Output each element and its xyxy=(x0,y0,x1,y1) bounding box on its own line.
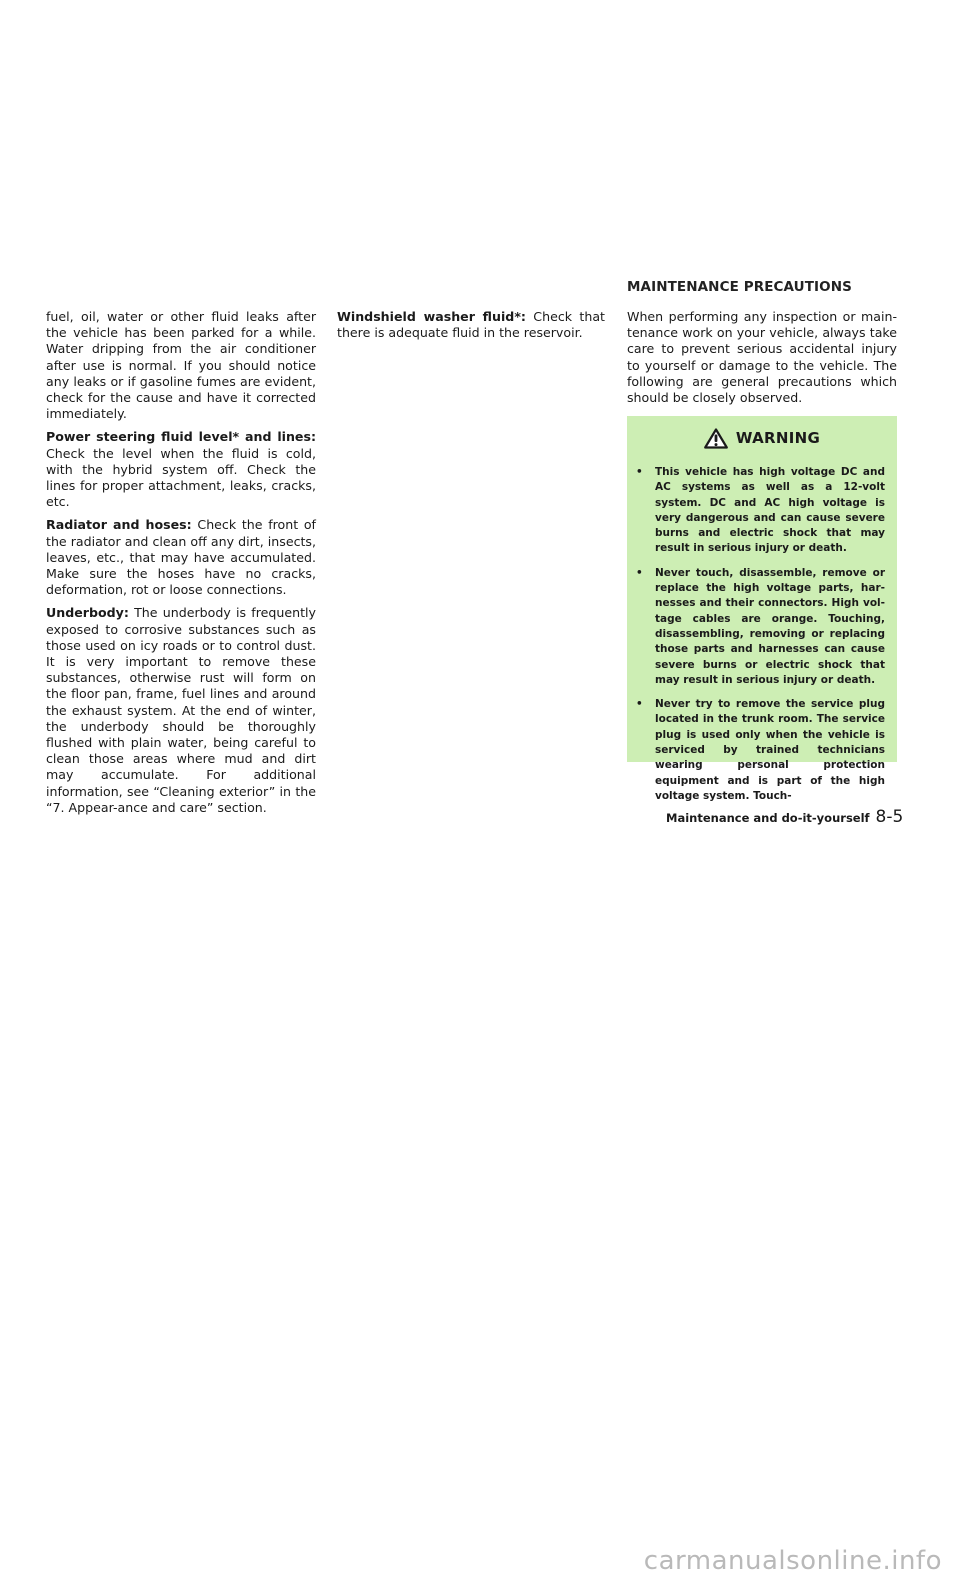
warning-item: • Never touch, disassemble, remove or replace the high voltage parts, har-nesses and their connectors. High vol-tage cables are orange. Touching, disassembling, removing or replacing those parts and harnesses can cause severe burns or electric shock that may result in serious injury or death. xyxy=(636,566,885,686)
warning-triangle-icon xyxy=(704,428,728,449)
text-column-left xyxy=(46,309,316,823)
warning-item: • Never try to remove the service plug located in the trunk room. The service plug is used only when the vehicle is serviced by trained technicians wearing personal protection equipment and is part of the high voltage system. Touch- xyxy=(636,698,885,802)
watermark: carmanualsonline.info xyxy=(643,1546,942,1576)
paragraph-power-steering: Power steering fluid level* and lines: Check the level when the fluid is cold, with the hybrid system off. Check the lines for proper attachment, leaks, cracks, etc. xyxy=(46,429,316,510)
page-footer xyxy=(666,807,903,827)
paragraph-washer-fluid: Windshield washer fluid*: Check that there is adequate fluid in the reservoir. xyxy=(337,309,605,341)
warning-box xyxy=(627,416,897,802)
page-number: 8-5 xyxy=(875,807,904,827)
text-column-right xyxy=(627,309,897,413)
paragraph-radiator: Radiator and hoses: Check the front of the radiator and clean off any dirt, insects, leaves, etc., that may have accumulated. Make sure the hoses have no cracks, deformation, rot or loose connections. xyxy=(46,517,316,598)
warning-header xyxy=(627,427,897,449)
warning-list xyxy=(627,465,897,804)
footer-section-label: Maintenance and do-it-yourself xyxy=(666,811,870,825)
term-power-steering: Power steering fluid level* and lines: xyxy=(46,429,316,445)
bullet-icon: • xyxy=(636,466,643,478)
bullet-icon: • xyxy=(636,698,643,711)
bullet-icon: • xyxy=(636,566,643,579)
warning-title: WARNING xyxy=(735,429,821,447)
paragraph-precautions-intro: When performing any inspection or main-tenance work on your vehicle, always take care to prevent serious accidental injury to yourself or damage to the vehicle. The following are general precautions which should be closely observed. xyxy=(627,309,897,406)
term-underbody: Underbody: xyxy=(46,605,129,621)
term-washer-fluid: Windshield washer fluid*: xyxy=(337,309,526,324)
section-title: MAINTENANCE PRECAUTIONS xyxy=(627,279,852,295)
paragraph-underbody: Underbody: The underbody is frequently exposed to corrosive substances such as those used on icy roads or to control dust. It is very important to remove these substances, otherwise rust will form on the floor pan, frame, fuel lines and around the exhaust system. At the end of winter, the underbody should be thoroughly flushed with plain water, being careful to clean those areas where mud and dirt may accumulate. For additional information, see “Cleaning exterior” in the “7. Appear-ance and care” section. xyxy=(46,605,316,815)
term-radiator: Radiator and hoses: xyxy=(46,517,192,533)
warning-item: • This vehicle has high voltage DC and AC systems as well as a 12-volt system. DC and AC high voltage is very dangerous and can cause severe burns and electric shock that may result in serious injury or death. xyxy=(636,466,885,555)
text-column-middle xyxy=(337,309,605,348)
paragraph-fluid-leaks: fuel, oil, water or other fluid leaks after the vehicle has been parked for a while. Water dripping from the air conditioner after use is normal. If you should notice any leaks or if gasoline fumes are evident, check for the cause and have it corrected immediately. xyxy=(46,309,316,422)
